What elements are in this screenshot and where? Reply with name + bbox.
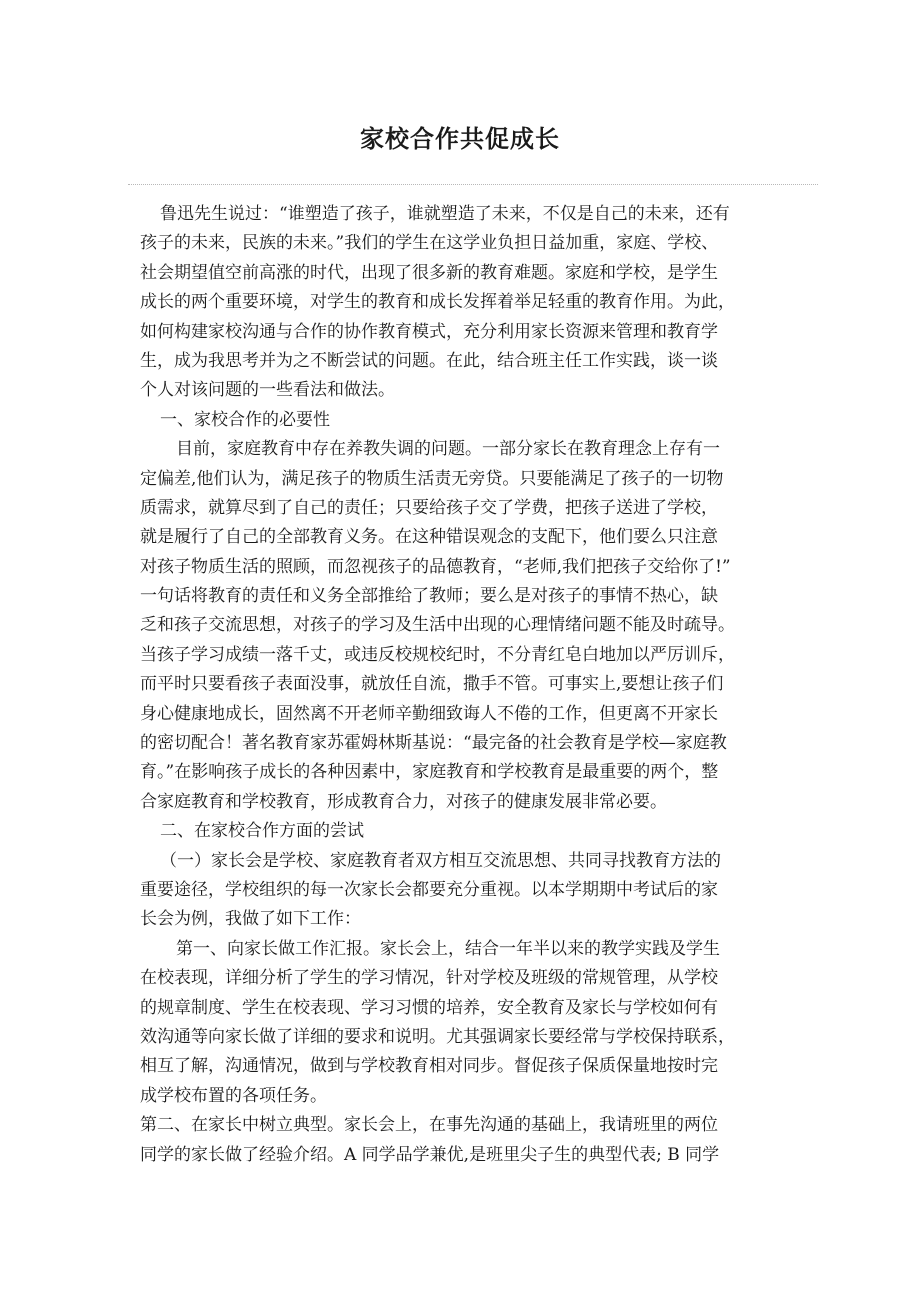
text-line: 如何构建家校沟通与合作的协作教育模式，充分利用家长资源来管理和教育学	[140, 321, 718, 342]
text-line: 在校表现，详细分析了学生的学习情况，针对学校及班级的常规管理，从学校	[140, 968, 718, 989]
text-line: 目前，家庭教育中存在养教失调的问题。一部分家长在教育理念上存有一	[176, 439, 720, 460]
text-line: 育。”在影响孩子成长的各种因素中，家庭教育和学校教育是最重要的两个，整	[140, 762, 719, 783]
text-line: 而平时只要看孩子表面没事，就放任自流，撒手不管。可事实上,要想让孩子们	[140, 674, 724, 695]
text-line: 鲁迅先生说过：“谁塑造了孩子，谁就塑造了未来，不仅是自己的未来，还有	[160, 204, 730, 224]
text-line: 同学的家长做了经验介绍。A 同学品学兼优,是班里尖子生的典型代表; B 同学	[140, 1144, 720, 1165]
text-line: 的密切配合！著名教育家苏霍姆林斯基说：“最完备的社会教育是学校—家庭教	[140, 733, 727, 754]
title-divider	[128, 184, 818, 185]
text-line: 相互了解，沟通情况，做到与学校教育相对同步。督促孩子保质保量地按时完	[140, 1056, 718, 1077]
text-line: 效沟通等向家长做了详细的要求和说明。尤其强调家长要经常与学校保持联系，	[140, 1026, 735, 1047]
text-line: 成学校布置的各项任务。	[140, 1085, 327, 1106]
document-title: 家校合作共促成长	[360, 124, 560, 153]
text-line: 定偏差,他们认为，满足孩子的物质生活责无旁贷。只要能满足了孩子的一切物	[140, 468, 724, 489]
text-line: 孩子的未来，民族的未来。”我们的学生在这学业负担日益加重，家庭、学校、	[140, 233, 719, 254]
text-line: 重要途径，学校组织的每一次家长会都要充分重视。以本学期期中考试后的家	[140, 879, 718, 900]
text-line: 对孩子物质生活的照顾，而忽视孩子的品德教育，“老师,我们把孩子交给你了!”	[140, 556, 731, 577]
text-line: 乏和孩子交流思想，对孩子的学习及生活中出现的心理情绪问题不能及时疏导。	[140, 615, 735, 636]
text-line: 就是履行了自己的全部教育义务。在这种错误观念的支配下，他们要么只注意	[140, 527, 718, 548]
text-line: 第二、在家长中树立典型。家长会上，在事先沟通的基础上，我请班里的两位	[140, 1115, 718, 1136]
text-line: 一、家校合作的必要性	[160, 409, 330, 430]
text-line: 个人对该问题的一些看法和做法。	[140, 380, 395, 401]
text-line: 质需求，就算尽到了自己的责任；只要给孩子交了学费，把孩子送进了学校，	[140, 497, 718, 518]
text-line: 的规章制度、学生在校表现、学习习惯的培养，安全教育及家长与学校如何有	[140, 997, 718, 1018]
text-line: 身心健康地成长，固然离不开老师辛勤细致诲人不倦的工作，但更离不开家长	[140, 703, 718, 724]
document-body	[140, 200, 800, 1170]
text-line: 成长的两个重要环境，对学生的教育和成长发挥着举足轻重的教育作用。为此，	[140, 292, 735, 313]
text-line: 一句话将教育的责任和义务全部推给了教师；要么是对孩子的事情不热心，缺	[140, 586, 718, 607]
text-line: 第一、向家长做工作汇报。家长会上，结合一年半以来的教学实践及学生	[176, 938, 720, 959]
text-line: 生，成为我思考并为之不断尝试的问题。在此，结合班主任工作实践，谈一谈	[140, 350, 718, 371]
text-line: 社会期望值空前高涨的时代，出现了很多新的教育难题。家庭和学校，是学生	[140, 262, 718, 283]
text-line: 合家庭教育和学校教育，形成教育合力，对孩子的健康发展非常必要。	[140, 791, 667, 812]
text-line: 二、在家校合作方面的尝试	[160, 821, 364, 842]
text-line: （一）家长会是学校、家庭教育者双方相互交流思想、共同寻找教育方法的	[160, 850, 721, 871]
text-line: 当孩子学习成绩一落千丈，或违反校规校纪时，不分青红皂白地加以严厉训斥，	[140, 644, 735, 665]
text-line: 长会为例，我做了如下工作：	[140, 909, 361, 930]
